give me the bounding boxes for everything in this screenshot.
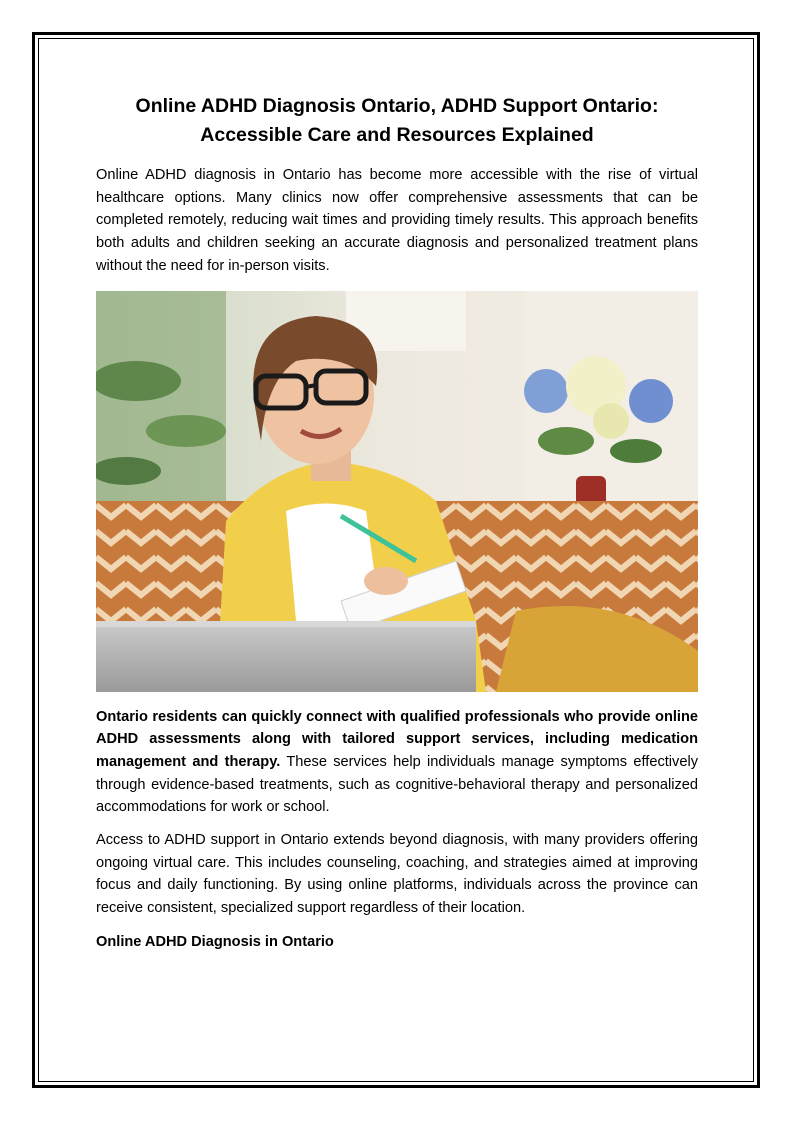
services-paragraph-rest: These services help individuals manage symptoms effectively through evidence-based treatments, such as cognitive-behavioral therapy and personalized accommodations for work or school. [96, 753, 698, 816]
services-paragraph [96, 706, 698, 820]
document-title: Online ADHD Diagnosis Ontario, ADHD Support Ontario: Accessible Care and Resources Explained [135, 95, 659, 146]
hero-photo [96, 291, 698, 692]
intro-paragraph: Online ADHD diagnosis in Ontario has become more accessible with the rise of virtual healthcare options. Many clinics now offer comprehensive assessments that can be completed remotely, reducing wait times and providing timely results. This approach benefits both adults and children seeking an accurate diagnosis and personalized treatment plans without the need for in-person visits. [96, 167, 698, 274]
support-paragraph: Access to ADHD support in Ontario extends beyond diagnosis, with many providers offering ongoing virtual care. This includes counseling, coaching, and strategies aimed at improving focus and daily functioning. By using online platforms, individuals across the province can receive consistent, specialized support regardless of their location. [96, 832, 698, 917]
document-body [96, 92, 698, 953]
section-heading: Online ADHD Diagnosis in Ontario [96, 933, 334, 950]
services-paragraph-lead: Ontario residents can quickly connect with qualified professionals who provide online ADHD assessments along with tailored support services, including medication management and therapy. [96, 708, 698, 770]
